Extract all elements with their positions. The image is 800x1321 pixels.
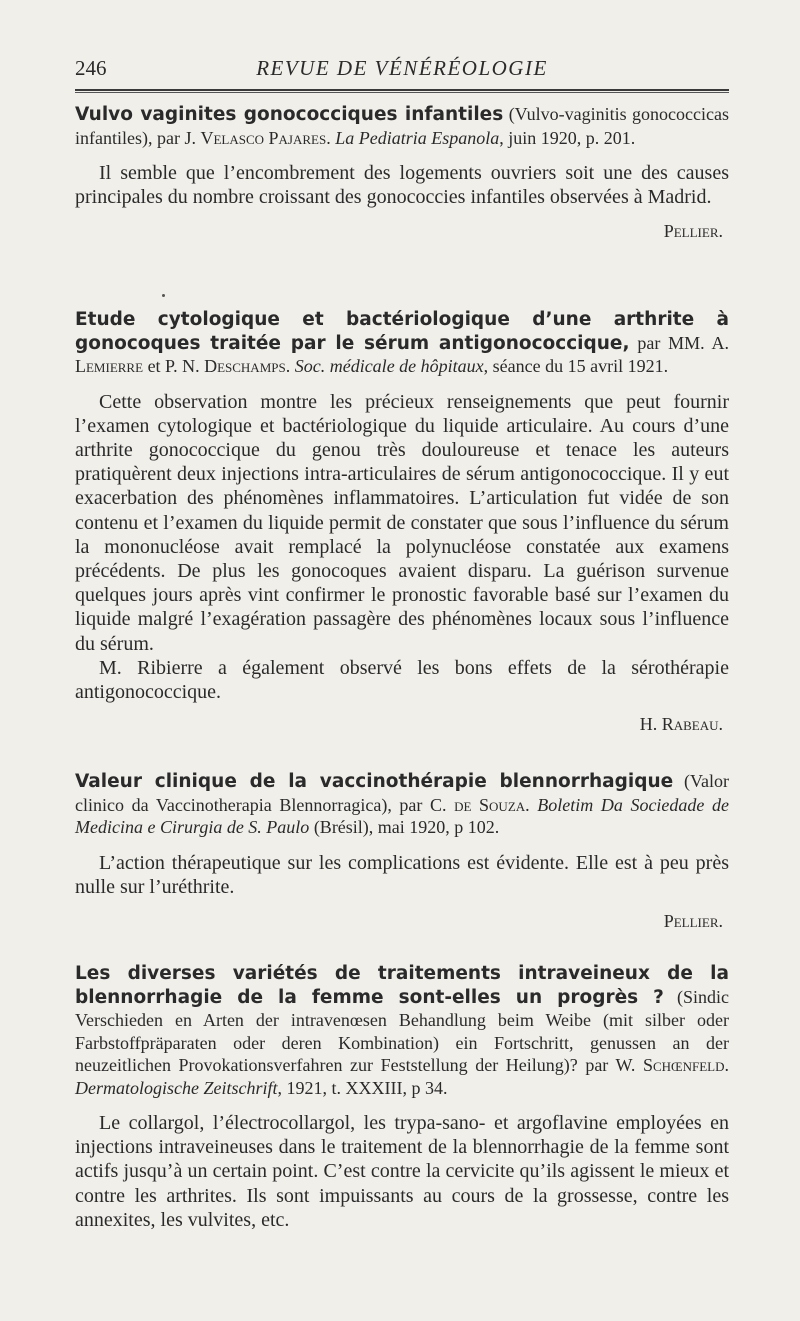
running-title: REVUE DE VÉNÉRÉOLOGIE bbox=[256, 56, 548, 80]
article-title: Les diverses variétés de traitements intraveineux de la blennorrhagie de la femme sont-elles un progrès ? bbox=[75, 963, 729, 1008]
article-heading: Etude cytologique et bactériologique d’une arthrite à gonocoques traitée par le sérum antigonococcique, par MM. A. Lemierre et P. N. Deschamps. Soc. médicale de hôpitaux, séance du 15 avril 1921. bbox=[75, 309, 729, 376]
article-heading: Les diverses variétés de traitements intraveineux de la blennorrhagie de la femme sont-elles un progrès ? (Sindic Verschieden en Arten der intravenœsen Behandlung beim Weibe (mit silber oder Farbstoffpräparaten oder deren Kombination) ein Fortschritt, genussen an der neuzeitlichen Provokationsverfahren zur Feststellung der Heilung)? par W. Schœnfeld. Dermatologische Zeitschrift, 1921, t. XXXIII, p 34. bbox=[75, 963, 729, 1098]
article-author: Lemierre bbox=[75, 356, 144, 376]
article-journal: Soc. médicale de hôpitaux bbox=[294, 356, 484, 376]
article-heading: Valeur clinique de la vaccinothérapie blennorrhagique (Valor clinico da Vaccinotherapia Blennorragica), par C. de Souza. Boletim Da Sociedade de Medicina e Cirurgia de S. Paulo (Brésil), mai 1920, p 102. bbox=[75, 771, 729, 837]
article-journal: Dermatologische Zeitschrift bbox=[75, 1077, 278, 1098]
article-reference: , séance du 15 avril 1921. bbox=[483, 356, 669, 376]
article-author-2: Deschamps bbox=[204, 356, 286, 376]
article-reference: (Brésil), mai 1920, p 102. bbox=[309, 817, 500, 837]
article-signature: Pellier. bbox=[663, 910, 723, 931]
article-paragraph: Cette observation montre les précieux renseignements que peut fournir l’examen cytologique et bactériologique du liquide articulaire. Au cours d’une arthrite gonococcique du genou très douloureuse et tenace les auteurs pratiquèrent deux injections intra-articulaires de sérum antigonococcique. Il y eut exacerbation des phénomènes inflammatoires. L’articulation fut vidée de son contenu et l’examen du liquide permit de constater que sous l’influence du sérum la mononucléose avait remplacé la polynucléose constatée aux examens précédents. De plus les gonocoques avaient disparu. La guérison survenue quelques jours après vint confirmer le pronostic favorable basé sur l’examen du liquide malgré l’exagération passagère des phénomènes locaux sous l’influence du sérum. bbox=[75, 390, 729, 655]
article-author: Schœnfeld bbox=[642, 1055, 725, 1075]
article-journal: La Pediatria Espanola bbox=[335, 127, 500, 148]
article-2 bbox=[75, 308, 729, 735]
article-reference: , juin 1920, p. 201. bbox=[499, 127, 636, 148]
article-translated-title: (Sindic Verschieden en Arten der intravenœsen Behandlung beim Weibe (mit silber oder Farbstoffpräparaten oder deren Kombination) ein Fortschritt, genussen an der neuzeitlichen Provokationsverfahren zur Feststellung der Heilung)? par W. bbox=[75, 986, 729, 1075]
article-journal: Boletim Da Sociedade de Medicina e Cirurgia de S. Paulo bbox=[75, 794, 729, 837]
article-paragraph: Il semble que l’encombrement des logements ouvriers soit une des causes principales du nombre croissant des gonococcies infantiles observées à Madrid. bbox=[75, 162, 729, 209]
article-translated-title: (Valor clinico da Vaccinotherapia Blennorragica), par C. bbox=[75, 771, 729, 815]
article-paragraph: L’action thérapeutique sur les complications est évidente. Elle est à peu près nulle sur l’uréthrite. bbox=[75, 851, 729, 898]
page-header bbox=[75, 56, 729, 86]
article-title: Etude cytologique et bactériologique d’une arthrite à gonocoques traitée par le sérum antigonococcique, bbox=[75, 309, 729, 354]
article-signature: Pellier. bbox=[663, 221, 723, 242]
page-number: 246 bbox=[75, 56, 107, 80]
article-title: Valeur clinique de la vaccinothérapie blennorrhagique bbox=[75, 771, 674, 792]
article-title: Vulvo vaginites gonococciques infantiles bbox=[75, 104, 504, 125]
stray-mark bbox=[162, 294, 165, 297]
article-reference: , 1921, t. XXXIII, p 34. bbox=[277, 1077, 448, 1098]
article-paragraph: M. Ribierre a également observé les bons effets de la sérothérapie antigonococcique. bbox=[75, 656, 729, 703]
header-rule bbox=[75, 89, 729, 91]
article-heading: Vulvo vaginites gonococciques infantiles (Vulvo-vaginitis gonococcicas infantiles), par J. Velasco Pajares. La Pediatria Espanola, juin 1920, p. 201. bbox=[75, 104, 730, 148]
article-author: de Souza bbox=[454, 794, 526, 815]
article-1 bbox=[75, 103, 729, 242]
article-3 bbox=[75, 770, 729, 932]
article-4 bbox=[75, 962, 729, 1232]
article-author: Velasco Pajares bbox=[200, 127, 327, 148]
article-signature: H. Rabeau. bbox=[639, 714, 723, 735]
article-paragraph: Le collargol, l’électrocollargol, les trypa-sano- et argoflavine employées en injections intraveineuses dans le traitement de la blennorrhagie de la femme sont actifs jusqu’à un certain point. C’est contre la cervicite qu’ils agissent le mieux et contre les arthrites. Ils sont impuissants au cours de la grossesse, contre les annexites, les vulvites, etc. bbox=[75, 1112, 729, 1231]
header-rule-thin bbox=[75, 92, 729, 93]
article-translated-title: (Vulvo-vaginitis gonococcicas infantiles), par J. bbox=[75, 104, 730, 148]
